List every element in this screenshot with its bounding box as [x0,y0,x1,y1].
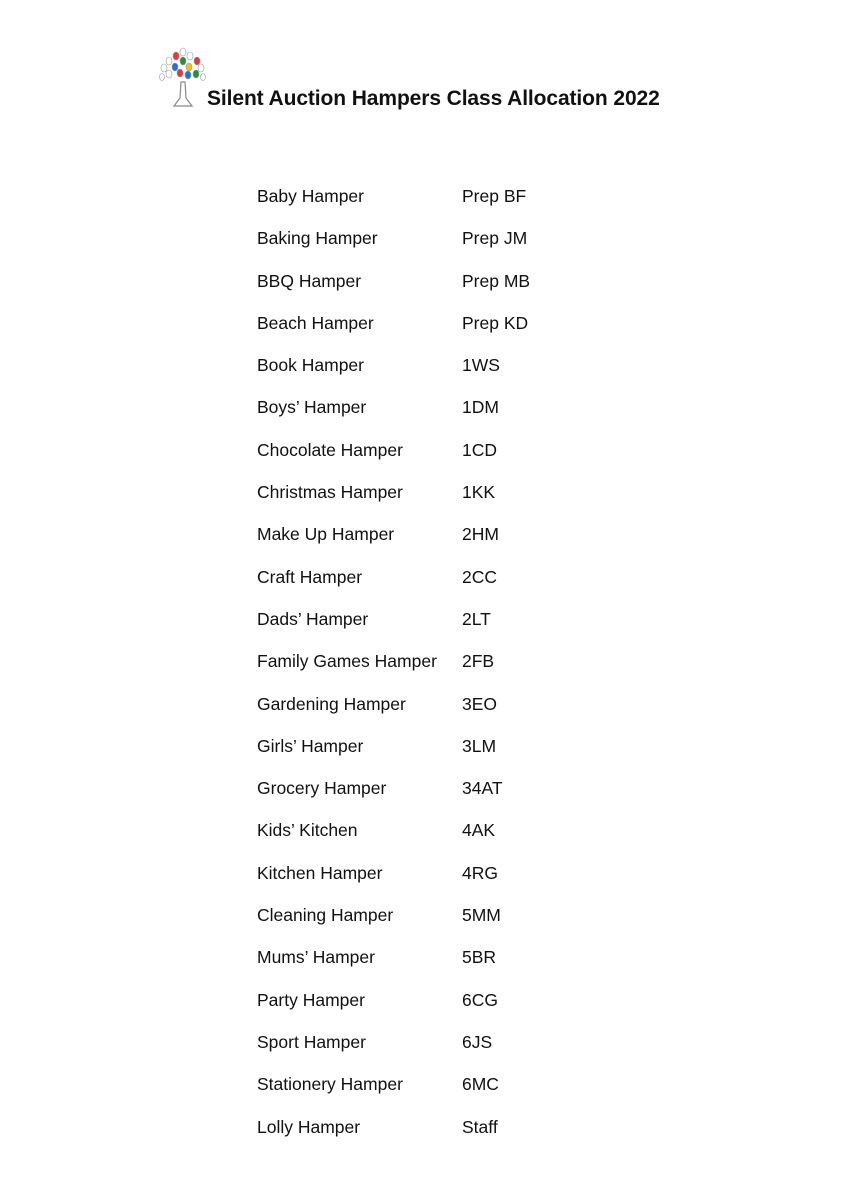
list-item [257,731,617,773]
class-allocation: 3EO [462,693,498,714]
class-allocation: 1KK [462,482,496,503]
hamper-name: Gardening Hamper [257,693,406,714]
class-allocation: 4AK [462,820,496,841]
hamper-name: Stationery Hamper [257,1074,403,1095]
school-logo [158,46,208,108]
class-allocation: 34AT [462,778,503,799]
list-item [257,815,617,857]
list-item [257,181,617,223]
hamper-name: Family Games Hamper [257,651,437,672]
hamper-name: BBQ Hamper [257,270,362,291]
class-allocation: Prep BF [462,186,527,206]
class-allocation: 3LM [462,735,497,756]
list-item [257,646,617,688]
class-allocation: 6CG [462,989,498,1010]
class-allocation: Staff [462,1116,498,1137]
class-allocation: 2FB [462,651,495,672]
class-allocation: Prep JM [462,228,528,249]
list-item [257,942,617,984]
list-item [257,1027,617,1069]
class-allocation: 1WS [462,355,500,376]
list-item [257,858,617,900]
tree-icon [158,46,208,108]
class-allocation: 6MC [462,1074,499,1095]
hamper-allocation-list [257,181,617,1154]
hamper-name: Baby Hamper [257,186,364,206]
list-item [257,1069,617,1111]
class-allocation: Prep KD [462,312,529,333]
hamper-name: Kitchen Hamper [257,862,383,883]
class-allocation: 2LT [462,608,491,629]
class-allocation: 6JS [462,1031,493,1052]
list-item [257,266,617,308]
class-allocation: 5BR [462,947,497,968]
hamper-name: Mums’ Hamper [257,947,375,968]
page-title: Silent Auction Hampers Class Allocation 2022 [207,87,660,110]
hamper-name: Make Up Hamper [257,524,395,545]
hamper-name: Beach Hamper [257,312,374,333]
hamper-name: Christmas Hamper [257,482,403,503]
hamper-name: Lolly Hamper [257,1116,361,1137]
hamper-name: Sport Hamper [257,1031,366,1052]
list-item [257,223,617,265]
list-item [257,900,617,942]
hamper-name: Craft Hamper [257,566,363,587]
class-allocation: 5MM [462,905,501,926]
list-item [257,477,617,519]
class-allocation: 4RG [462,862,498,883]
class-allocation: 1CD [462,439,498,460]
hamper-name: Grocery Hamper [257,778,387,799]
list-item [257,604,617,646]
hamper-name: Chocolate Hamper [257,439,403,460]
list-item [257,519,617,561]
list-item [257,435,617,477]
hamper-name: Party Hamper [257,989,365,1010]
list-item [257,985,617,1027]
list-item [257,392,617,434]
list-item [257,1112,617,1154]
list-item [257,308,617,350]
list-item [257,773,617,815]
class-allocation: Prep MB [462,270,531,291]
hamper-name: Dads’ Hamper [257,608,369,629]
class-allocation: 2CC [462,566,498,587]
hamper-name: Girls’ Hamper [257,735,364,756]
hamper-name: Boys’ Hamper [257,397,367,418]
class-allocation: 2HM [462,524,499,545]
hamper-name: Baking Hamper [257,228,378,249]
list-item [257,562,617,604]
hamper-name: Cleaning Hamper [257,905,394,926]
class-allocation: 1DM [462,397,499,418]
hamper-name: Book Hamper [257,355,364,376]
hamper-name: Kids’ Kitchen [257,820,358,841]
list-item [257,689,617,731]
list-item [257,350,617,392]
